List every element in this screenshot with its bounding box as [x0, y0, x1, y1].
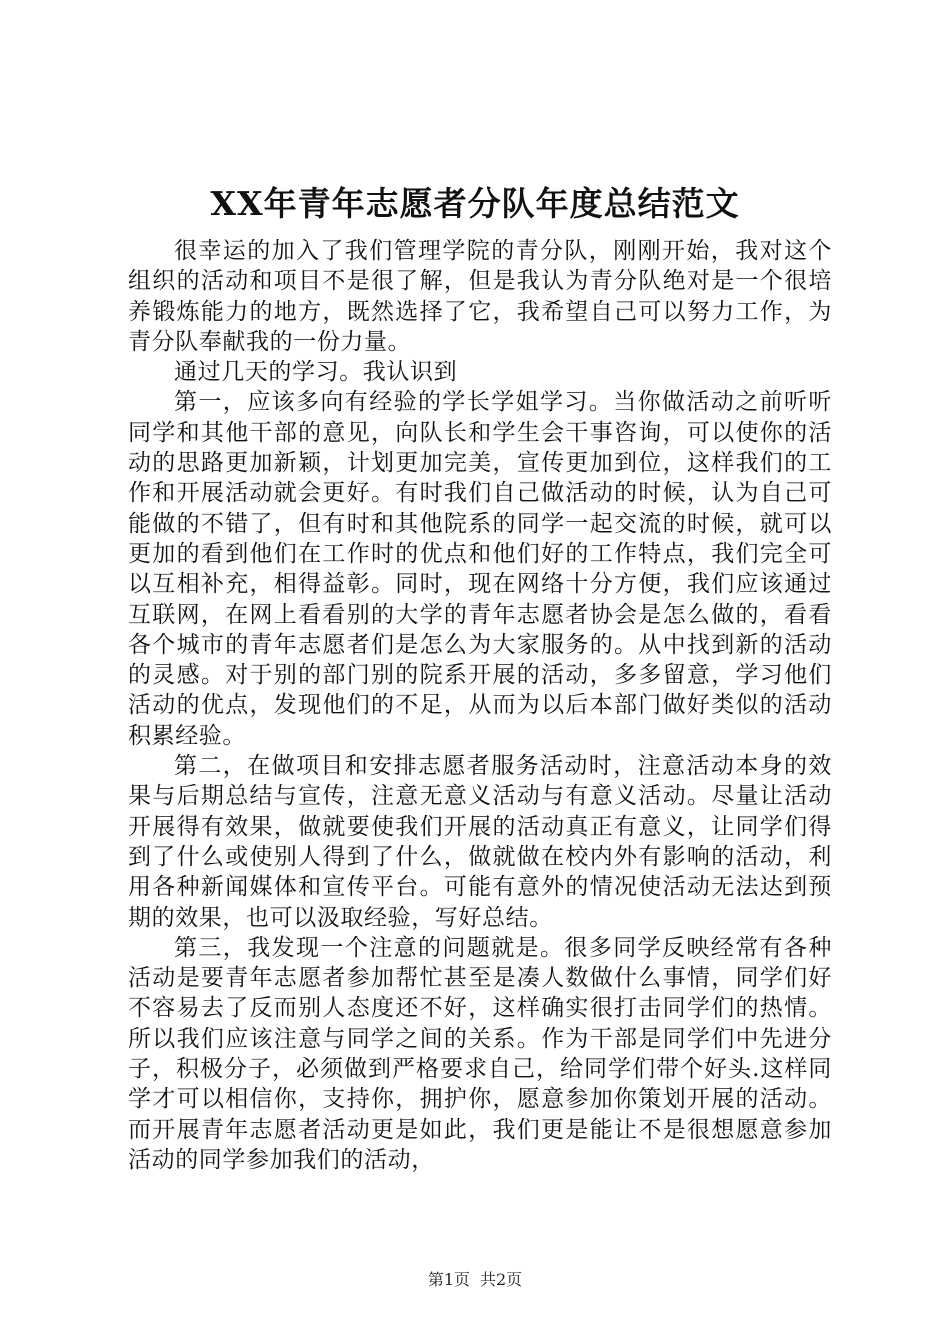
paragraph-point-three: 第三，我发现一个注意的问题就是。很多同学反映经常有各种活动是要青年志愿者参加帮忙甚至是凑人数做什么事情，同学们好不容易去了反而别人态度还不好，这样确实很打击同学们的热情。所以我们应该注意与同学之间的关系。作为干部是同学们中先进分子，积极分子，必须做到严格要求自己，给同学们带个好头.这样同学才可以相信你，支持你，拥护你，愿意参加你策划开展的活动。而开展青年志愿者活动更是如此，我们更是能让不是很想愿意参加活动的同学参加我们的活动，: [128, 934, 832, 1173]
page-number: 第1页: [427, 1270, 470, 1289]
page-total: 共2页: [480, 1270, 523, 1289]
page-footer: [0, 1270, 950, 1290]
paragraph-point-two: 第二，在做项目和安排志愿者服务活动时，注意活动本身的效果与后期总结与宣传，注意无意义活动与有意义活动。尽量让活动开展得有效果，做就要使我们开展的活动真正有意义，让同学们得到了什么或使别人得到了什么，做就做在校内外有影响的活动，利用各种新闻媒体和宣传平台。可能有意外的情况使活动无法达到预期的效果，也可以汲取经验，写好总结。: [128, 753, 832, 931]
paragraph-lead-in: 通过几天的学习。我认识到: [174, 359, 458, 386]
document-body: [128, 236, 832, 1175]
document-title: XX年青年志愿者分队年度总结范文: [210, 184, 740, 223]
paragraph-intro: 很幸运的加入了我们管理学院的青分队，刚刚开始，我对这个组织的活动和项目不是很了解，但是我认为青分队绝对是一个很培养锻炼能力的地方，既然选择了它，我希望自己可以努力工作，为青分队奉献我的一份力量。: [128, 238, 832, 355]
paragraph-point-one: 第一，应该多向有经验的学长学姐学习。当你做活动之前听听同学和其他干部的意见，向队长和学生会干事咨询，可以使你的活动的思路更加新颖，计划更加完美，宣传更加到位，这样我们的工作和开展活动就会更好。有时我们自己做活动的时候，认为自己可能做的不错了，但有时和其他院系的同学一起交流的时候，就可以更加的看到他们在工作时的优点和他们好的工作特点，我们完全可以互相补充，相得益彰。同时，现在网络十分方便，我们应该通过互联网，在网上看看别的大学的青年志愿者协会是怎么做的，看看各个城市的青年志愿者们是怎么为大家服务的。从中找到新的活动的灵感。对于别的部门别的院系开展的活动，多多留意，学习他们活动的优点，发现他们的不足，从而为以后本部门做好类似的活动积累经验。: [128, 389, 832, 749]
